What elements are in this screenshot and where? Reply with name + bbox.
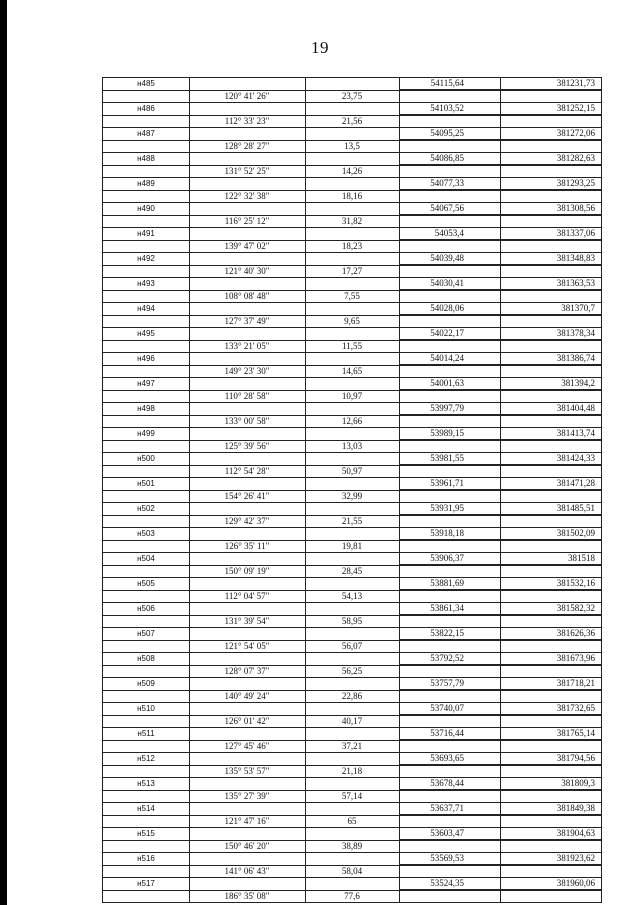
segment-row <box>103 365 601 378</box>
point-row <box>103 302 601 315</box>
direction-angle: 112° 04' 57" <box>224 590 270 601</box>
segment-row <box>103 240 601 253</box>
point-id: н494 <box>137 304 155 313</box>
point-row <box>103 652 601 665</box>
coord-x: 53918,18 <box>399 528 500 540</box>
point-id: н500 <box>137 454 155 463</box>
coord-y: 381485,51 <box>500 503 601 515</box>
coord-y: 381765,14 <box>500 728 601 740</box>
point-id: н487 <box>137 129 155 138</box>
coord-x: 53524,35 <box>399 878 500 890</box>
coord-x: 53678,44 <box>399 778 500 790</box>
segment-length: 38,89 <box>341 840 363 851</box>
segment-length: 28,45 <box>341 565 363 576</box>
coord-y: 381363,53 <box>500 278 601 290</box>
point-row <box>103 502 601 515</box>
coord-x: 53569,53 <box>399 853 500 865</box>
coord-y: 381904,63 <box>500 828 601 840</box>
point-row <box>103 127 601 140</box>
direction-angle: 108° 08' 48" <box>224 290 270 301</box>
point-id: н515 <box>137 829 155 838</box>
point-row <box>103 752 601 765</box>
coord-y: 381673,96 <box>500 653 601 665</box>
coord-y: 381308,56 <box>500 203 601 215</box>
segment-length: 18,16 <box>341 190 363 201</box>
coord-x: 53861,34 <box>399 603 500 615</box>
segment-length: 14,26 <box>341 165 363 176</box>
point-row <box>103 727 601 740</box>
direction-angle: 127° 37' 49" <box>224 315 270 326</box>
point-row <box>103 452 601 465</box>
point-row <box>103 802 601 815</box>
segment-length: 58,95 <box>341 615 363 626</box>
scan-margin-bar <box>0 0 7 905</box>
coord-x: 54022,17 <box>399 328 500 340</box>
point-row <box>103 702 601 715</box>
direction-angle: 135° 53' 57" <box>224 765 270 776</box>
coord-x: 54039,48 <box>399 253 500 265</box>
segment-length: 10,97 <box>341 390 363 401</box>
point-id: н509 <box>137 679 155 688</box>
coord-x: 54067,56 <box>399 203 500 215</box>
direction-angle: 116° 25' 12" <box>224 215 270 226</box>
direction-angle: 110° 28' 58" <box>224 390 270 401</box>
direction-angle: 121° 47' 16" <box>224 815 270 826</box>
point-row <box>103 477 601 490</box>
point-id: н506 <box>137 604 155 613</box>
coord-x: 53989,15 <box>399 428 500 440</box>
segment-row <box>103 590 601 603</box>
direction-angle: 112° 33' 23" <box>224 115 270 126</box>
point-row <box>103 827 601 840</box>
segment-row <box>103 865 601 878</box>
coord-y: 381794,56 <box>500 753 601 765</box>
coord-y: 381378,34 <box>500 328 601 340</box>
point-id: н493 <box>137 279 155 288</box>
page-number: 19 <box>311 38 329 57</box>
point-id: н491 <box>137 229 155 238</box>
coord-y: 381718,21 <box>500 678 601 690</box>
segment-length: 13,5 <box>344 140 360 151</box>
coord-y: 381348,83 <box>500 253 601 265</box>
direction-angle: 112° 54' 28" <box>224 465 270 476</box>
coord-y: 381272,06 <box>500 128 601 140</box>
point-id: н517 <box>137 879 155 888</box>
segment-row <box>103 165 601 178</box>
point-row <box>103 427 601 440</box>
coordinates-table <box>102 77 602 903</box>
point-row <box>103 202 601 215</box>
coord-x: 54077,33 <box>399 178 500 190</box>
point-row <box>103 552 601 565</box>
segment-row <box>103 640 601 653</box>
point-id: н510 <box>137 704 155 713</box>
segment-row <box>103 890 601 903</box>
point-row <box>103 602 601 615</box>
segment-length: 19,81 <box>341 540 363 551</box>
point-row <box>103 377 601 390</box>
point-row <box>103 327 601 340</box>
direction-angle: 125° 39' 56" <box>224 440 270 451</box>
coord-y: 381732,65 <box>500 703 601 715</box>
point-id: н503 <box>137 529 155 538</box>
point-row <box>103 577 601 590</box>
segment-length: 77,6 <box>344 890 360 901</box>
coord-x: 54095,25 <box>399 128 500 140</box>
coord-x: 53716,44 <box>399 728 500 740</box>
point-id: н508 <box>137 654 155 663</box>
segment-length: 54,13 <box>341 590 363 601</box>
direction-angle: 120° 41' 26" <box>224 90 270 101</box>
segment-row <box>103 290 601 303</box>
point-id: н499 <box>137 429 155 438</box>
point-row <box>103 352 601 365</box>
segment-length: 23,75 <box>341 90 363 101</box>
segment-row <box>103 790 601 803</box>
point-id: н489 <box>137 179 155 188</box>
direction-angle: 154° 26' 41" <box>224 490 270 501</box>
direction-angle: 131° 52' 25" <box>224 165 270 176</box>
point-row <box>103 78 601 90</box>
point-row <box>103 252 601 265</box>
point-id: н507 <box>137 629 155 638</box>
coord-y: 381809,3 <box>500 778 601 790</box>
coord-x: 54028,06 <box>399 303 500 315</box>
coord-y: 381370,7 <box>500 303 601 315</box>
coord-y: 381252,15 <box>500 103 601 115</box>
coord-x: 54053,4 <box>399 228 500 240</box>
coord-x: 53757,79 <box>399 678 500 690</box>
coord-y: 381337,06 <box>500 228 601 240</box>
segment-row <box>103 265 601 278</box>
coord-y: 381386,74 <box>500 353 601 365</box>
coord-y: 381471,28 <box>500 478 601 490</box>
direction-angle: 149° 23' 30" <box>224 365 270 376</box>
segment-row <box>103 515 601 528</box>
direction-angle: 121° 54' 05" <box>224 640 270 651</box>
direction-angle: 126° 35' 11" <box>224 540 270 551</box>
segment-length: 40,17 <box>341 715 363 726</box>
direction-angle: 126° 01' 42" <box>224 715 270 726</box>
direction-angle: 122° 32' 38" <box>224 190 270 201</box>
segment-length: 56,25 <box>341 665 363 676</box>
coord-x: 54001,63 <box>399 378 500 390</box>
segment-length: 13,03 <box>341 440 363 451</box>
point-id: н514 <box>137 804 155 813</box>
coord-y: 381923,62 <box>500 853 601 865</box>
coord-y: 381424,33 <box>500 453 601 465</box>
coord-y: 381293,25 <box>500 178 601 190</box>
segment-row <box>103 340 601 353</box>
segment-length: 57,14 <box>341 790 363 801</box>
segment-length: 18,23 <box>341 240 363 251</box>
segment-length: 11,55 <box>342 340 362 351</box>
point-row <box>103 877 601 890</box>
point-row <box>103 677 601 690</box>
segment-row <box>103 490 601 503</box>
point-id: н486 <box>137 104 155 113</box>
segment-row <box>103 90 601 103</box>
coord-x: 53931,95 <box>399 503 500 515</box>
direction-angle: 140° 49' 24" <box>224 690 270 701</box>
point-row <box>103 852 601 865</box>
segment-length: 14,65 <box>341 365 363 376</box>
point-row <box>103 777 601 790</box>
segment-row <box>103 390 601 403</box>
coord-x: 54103,52 <box>399 103 500 115</box>
point-id: н490 <box>137 204 155 213</box>
segment-length: 50,97 <box>341 465 363 476</box>
point-id: н495 <box>137 329 155 338</box>
point-row <box>103 227 601 240</box>
point-id: н512 <box>137 754 155 763</box>
coord-x: 53961,71 <box>399 478 500 490</box>
segment-row <box>103 115 601 128</box>
segment-row <box>103 565 601 578</box>
segment-row <box>103 315 601 328</box>
segment-row <box>103 190 601 203</box>
coord-x: 54115,64 <box>399 78 500 90</box>
point-row <box>103 402 601 415</box>
direction-angle: 128° 28' 27" <box>224 140 270 151</box>
point-id: н502 <box>137 504 155 513</box>
point-row <box>103 102 601 115</box>
direction-angle: 141° 06' 43" <box>224 865 270 876</box>
coord-x: 53981,55 <box>399 453 500 465</box>
segment-length: 56,07 <box>341 640 363 651</box>
coord-y: 381502,09 <box>500 528 601 540</box>
coord-y: 381582,32 <box>500 603 601 615</box>
point-id: н513 <box>137 779 155 788</box>
segment-row <box>103 540 601 553</box>
segment-row <box>103 440 601 453</box>
point-id: н504 <box>137 554 155 563</box>
coord-x: 53792,52 <box>399 653 500 665</box>
segment-row <box>103 465 601 478</box>
segment-length: 12,66 <box>341 415 363 426</box>
coord-x: 54014,24 <box>399 353 500 365</box>
coord-x: 53603,47 <box>399 828 500 840</box>
segment-length: 32,99 <box>341 490 363 501</box>
segment-row <box>103 690 601 703</box>
segment-row <box>103 840 601 853</box>
direction-angle: 133° 00' 58" <box>224 415 270 426</box>
coord-y: 381532,16 <box>500 578 601 590</box>
coord-x: 54030,41 <box>399 278 500 290</box>
point-row <box>103 152 601 165</box>
segment-row <box>103 140 601 153</box>
coord-y: 381282,63 <box>500 153 601 165</box>
coord-y: 381231,73 <box>500 78 601 90</box>
point-id: н501 <box>137 479 155 488</box>
point-row <box>103 527 601 540</box>
coord-y: 381394,2 <box>500 378 601 390</box>
point-id: н488 <box>137 154 155 163</box>
point-id: н485 <box>137 79 155 88</box>
segment-row <box>103 815 601 828</box>
coord-x: 53740,07 <box>399 703 500 715</box>
direction-angle: 150° 46' 20" <box>224 840 270 851</box>
segment-length: 31,82 <box>341 215 363 226</box>
coord-x: 53637,71 <box>399 803 500 815</box>
coord-x: 54086,85 <box>399 153 500 165</box>
segment-row <box>103 765 601 778</box>
direction-angle: 135° 27' 39" <box>224 790 270 801</box>
point-id: н516 <box>137 854 155 863</box>
direction-angle: 186° 35' 08" <box>224 890 270 901</box>
segment-length: 21,55 <box>341 515 363 526</box>
segment-length: 21,56 <box>341 115 363 126</box>
segment-row <box>103 615 601 628</box>
segment-row <box>103 415 601 428</box>
segment-length: 65 <box>347 815 357 826</box>
direction-angle: 133° 21' 05" <box>224 340 270 351</box>
segment-row <box>103 715 601 728</box>
point-id: н492 <box>137 254 155 263</box>
coord-y: 381413,74 <box>500 428 601 440</box>
segment-length: 21,18 <box>341 765 363 776</box>
segment-length: 7,55 <box>344 290 360 301</box>
point-id: н505 <box>137 579 155 588</box>
coord-x: 53822,15 <box>399 628 500 640</box>
segment-length: 37,21 <box>341 740 363 751</box>
segment-row <box>103 215 601 228</box>
segment-length: 9,65 <box>344 315 360 326</box>
point-id: н496 <box>137 354 155 363</box>
direction-angle: 150° 09' 19" <box>224 565 270 576</box>
coord-x: 53997,79 <box>399 403 500 415</box>
coord-y: 381849,38 <box>500 803 601 815</box>
point-row <box>103 177 601 190</box>
point-row <box>103 627 601 640</box>
point-row <box>103 277 601 290</box>
point-id: н511 <box>137 729 155 738</box>
point-id: н498 <box>137 404 155 413</box>
coord-y: 381518 <box>500 553 601 565</box>
direction-angle: 129° 42' 37" <box>224 515 270 526</box>
segment-row <box>103 665 601 678</box>
coord-y: 381960,06 <box>500 878 601 890</box>
point-id: н497 <box>137 379 155 388</box>
direction-angle: 131° 39' 54" <box>224 615 270 626</box>
direction-angle: 139° 47' 02" <box>224 240 270 251</box>
segment-length: 58,04 <box>341 865 363 876</box>
direction-angle: 128° 07' 37" <box>224 665 270 676</box>
coord-y: 381626,36 <box>500 628 601 640</box>
direction-angle: 121° 40' 30" <box>224 265 270 276</box>
segment-length: 22,86 <box>341 690 363 701</box>
coord-x: 53881,69 <box>399 578 500 590</box>
coord-x: 53693,65 <box>399 753 500 765</box>
coord-x: 53906,37 <box>399 553 500 565</box>
segment-row <box>103 740 601 753</box>
direction-angle: 127° 45' 46" <box>224 740 270 751</box>
coord-y: 381404,48 <box>500 403 601 415</box>
segment-length: 17,27 <box>341 265 363 276</box>
